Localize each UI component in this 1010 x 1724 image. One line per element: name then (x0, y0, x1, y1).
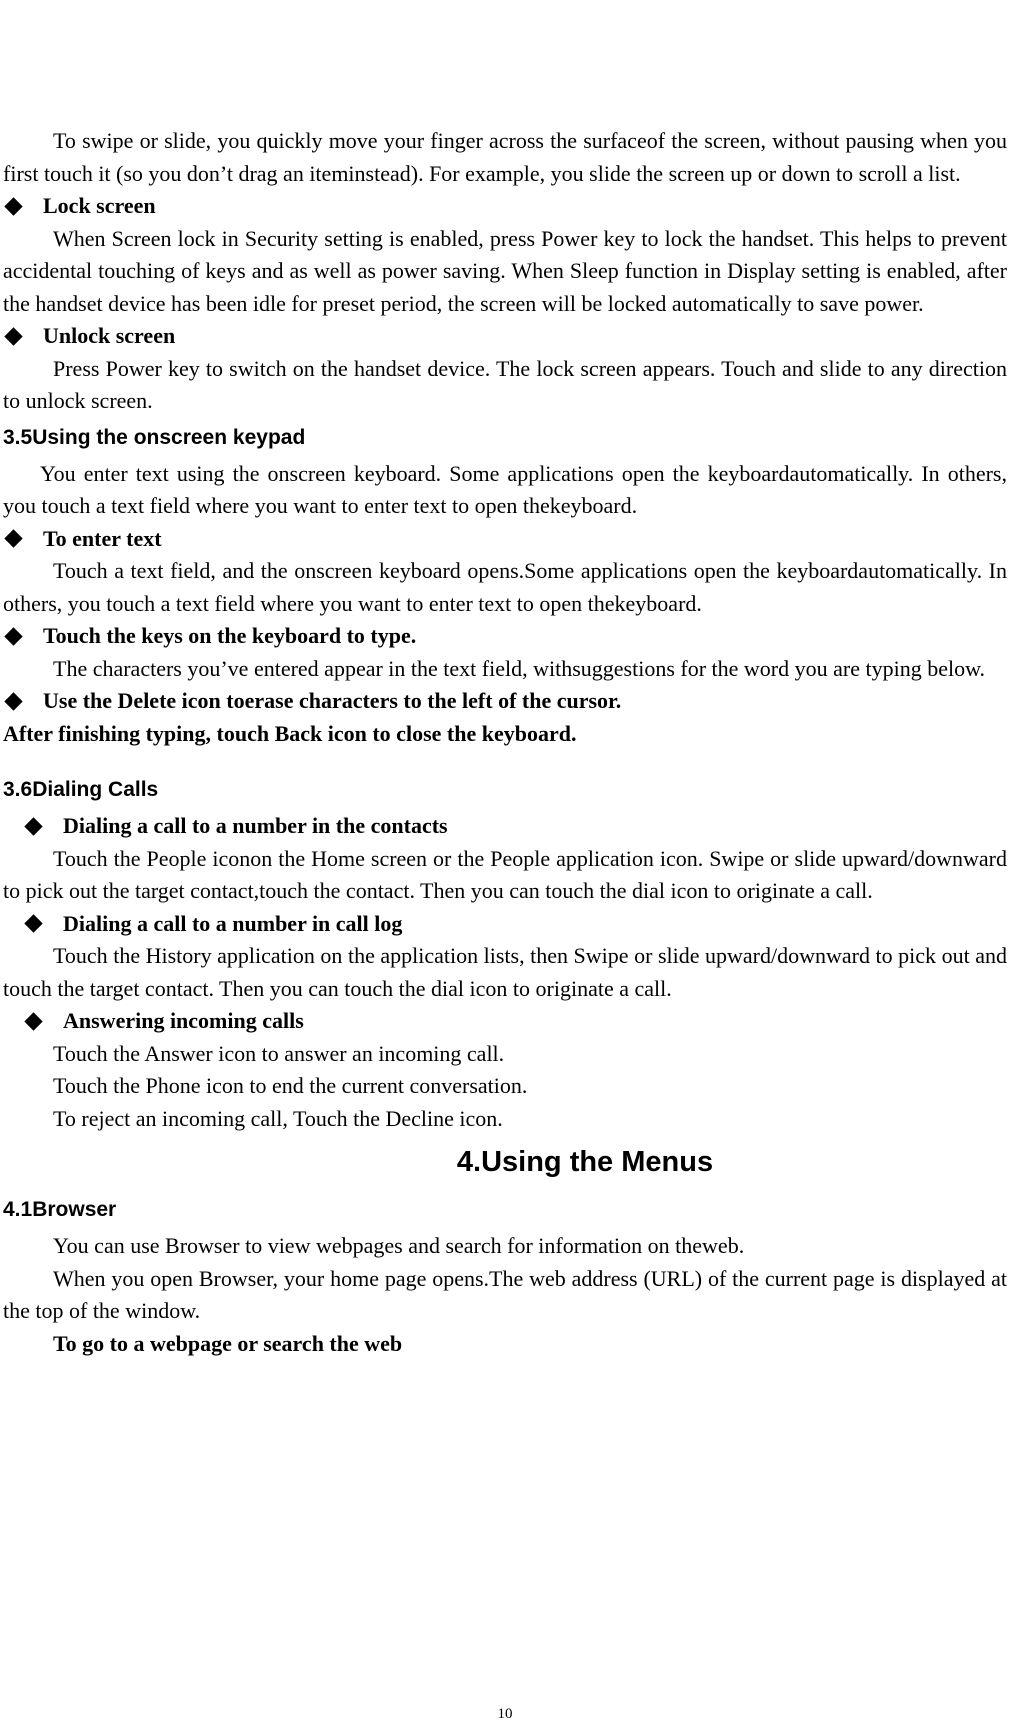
paragraph-browser-2: When you open Browser, your home page opens.The web address (URL) of the current page is displayed at the top of the window. (3, 1265, 1007, 1323)
heading-onscreen-keypad: 3.5Using the onscreen keypad (3, 425, 306, 449)
paragraph-unlock: Press Power key to switch on the handset device. The lock screen appears. Touch and slide to any direction to unlock screen. (3, 355, 1007, 413)
bullet-unlock-screen (3, 320, 1007, 353)
bullet-label: Dialing a call to a number in the contacts (63, 813, 448, 839)
bullet-label: Lock screen (43, 193, 156, 219)
bullet-label: Use the Delete icon toerase characters to the left of the cursor. (43, 688, 622, 714)
paragraph-end-call: Touch the Phone icon to end the current conversation. (53, 1073, 528, 1098)
diamond-bullet-icon (24, 1012, 42, 1030)
bullet-label: Answering incoming calls (63, 1008, 304, 1034)
diamond-bullet-icon (24, 817, 42, 835)
paragraph-keypad: You enter text using the onscreen keyboard. Some applications open the keyboardautomatically. In others, you touch a text field where you want to enter text to open thekeyboard. (3, 460, 1007, 518)
bullet-enter-text (3, 523, 1007, 556)
diamond-bullet-icon (24, 915, 42, 933)
paragraph-reject: To reject an incoming call, Touch the Decline icon. (53, 1105, 503, 1131)
bullet-label: Dialing a call to a number in call log (63, 910, 403, 936)
bullet-answering-calls (3, 1005, 1007, 1038)
paragraph-dial-contacts: Touch the People iconon the Home screen or the People application icon. Swipe or slide upward/downward to pick out the target contact,touch the contact. Then you can touch the dial icon to originate a call. (3, 845, 1007, 903)
bullet-label: To enter text (43, 525, 162, 551)
paragraph-after-typing: After finishing typing, touch Back icon to close the keyboard. (3, 720, 577, 746)
bullet-touch-keys (3, 620, 1007, 653)
paragraph-go-to-webpage: To go to a webpage or search the web (53, 1330, 403, 1356)
heading-browser: 4.1Browser (3, 1198, 117, 1221)
bullet-label: Unlock screen (43, 323, 176, 349)
paragraph-lock: When Screen lock in Security setting is enabled, press Power key to lock the handset. This helps to prevent accidental touching of keys and as well as power saving. When Sleep function in Display setting is enabled, after the handset device has been idle for preset period, the screen will be locked automatically to save power. (3, 225, 1007, 316)
paragraph-answer: Touch the Answer icon to answer an incoming call. (53, 1040, 505, 1066)
heading-using-menus: 4.Using the Menus (456, 1146, 714, 1178)
bullet-lock-screen (3, 190, 1007, 223)
page-number: 10 (497, 1706, 513, 1722)
paragraph-swipe: To swipe or slide, you quickly move your finger across the surfaceof the screen, without pausing when you first touch it (so you don’t drag an iteminstead). For example, you slide the screen up or down to scroll a list. (3, 128, 1007, 186)
diamond-bullet-icon (4, 692, 22, 710)
paragraph-touch-keys: The characters you’ve entered appear in the text field, withsuggestions for the word you are typing below. (53, 655, 986, 681)
bullet-delete-icon (3, 685, 1007, 718)
paragraph-dial-call-log: Touch the History application on the application lists, then Swipe or slide upward/downward to pick out and touch the target contact. Then you can touch the dial icon to originate a call. (3, 943, 1007, 1001)
diamond-bullet-icon (4, 327, 22, 345)
diamond-bullet-icon (4, 627, 22, 645)
bullet-dial-contacts (3, 810, 1007, 843)
bullet-label: Touch the keys on the keyboard to type. (43, 623, 417, 649)
spacer (3, 750, 1007, 770)
bullet-dial-call-log (3, 908, 1007, 941)
diamond-bullet-icon (4, 530, 22, 548)
paragraph-browser-1: You can use Browser to view webpages and search for information on theweb. (53, 1233, 745, 1258)
document-page (3, 125, 1007, 1360)
heading-dialing-calls: 3.6Dialing Calls (3, 778, 159, 801)
diamond-bullet-icon (4, 197, 22, 215)
paragraph-enter-text: Touch a text field, and the onscreen keyboard opens.Some applications open the keyboardautomatically. In others, you touch a text field where you want to enter text to open thekeyboard. (3, 558, 1007, 616)
